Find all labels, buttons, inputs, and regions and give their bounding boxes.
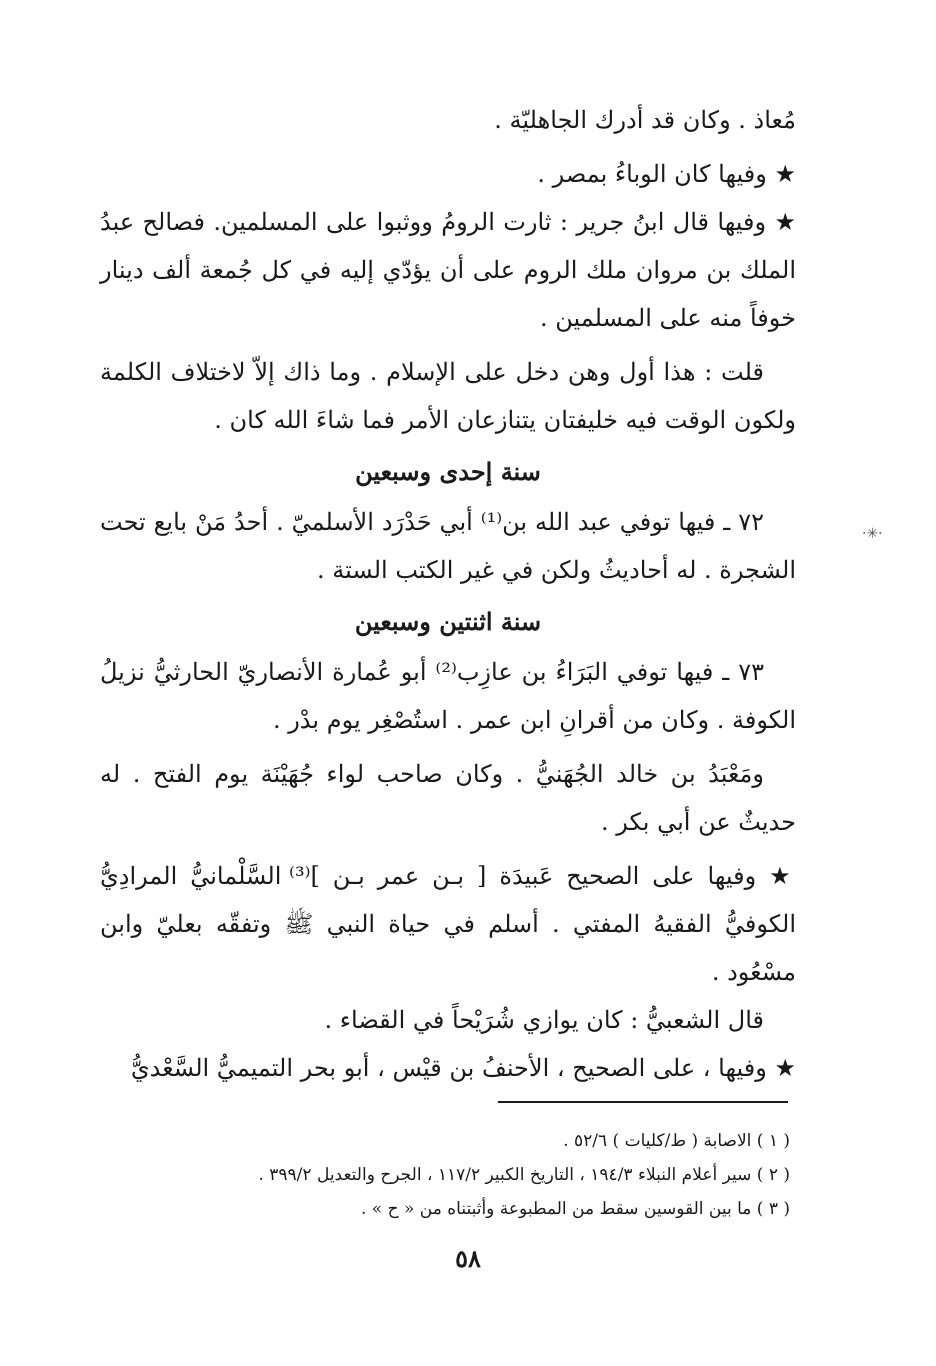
- footnote-1: ( ١ ) الاصابة ( ط/كليات ) ٥٢/٦ .: [563, 1131, 790, 1151]
- page-body: [100, 96, 796, 1092]
- footnote-divider: [498, 1101, 788, 1103]
- paragraph-9: قال الشعبيُّ : كان يوازي شُرَيْحاً في القضاء .: [324, 1006, 764, 1034]
- paragraph-10: ★ وفيها ، على الصحيح ، الأحنفُ بن قيْس ، أبو بحر التميميُّ السَّعْديُّ: [130, 1054, 796, 1082]
- section-heading-72: سنة اثنتين وسبعين: [354, 607, 542, 636]
- paragraph-1: مُعاذ . وكان قد أدرك الجاهليّة .: [494, 106, 796, 134]
- paragraph-4: قلت : هذا أول وهن دخل على الإسلام . وما ذاك إلاّ لاختلاف الكلمة ولكون الوقت فيه خليفتان يتنازعان الأمر فما شاءَ الله كان .: [100, 358, 796, 434]
- paragraph-5: ٧٢ ـ فيها توفي عبد الله بن⁽¹⁾ أبي حَدْرَد الأسلميّ . أحدُ مَنْ بايع تحت الشجرة . له أحاديثُ ولكن في غير الكتب الستة .: [100, 508, 796, 584]
- footnote-2: ( ٢ ) سير أعلام النبلاء ١٩٤/٣ ، التاريخ الكبير ١١٧/٢ ، الجرح والتعديل ٣٩٩/٢ .: [258, 1165, 790, 1185]
- section-heading-71: سنة إحدى وسبعين: [355, 457, 541, 486]
- paragraph-6: ٧٣ ـ فيها توفي البَرَاءُ بن عازِب⁽²⁾ أبو عُمارة الأنصاريّ الحارثيُّ نزيلُ الكوفة . وكان من أقرانِ ابن عمر . استُصْغِر يوم بدْر .: [100, 658, 796, 734]
- paragraph-8: ★ وفيها على الصحيح عَبيدَة [ بـن عمر بـن ]⁽³⁾ السَّلْمانيُّ المرادِيُّ الكوفيُّ الفقيهُ المفتي . أسلم في حياة النبي ﷺ وتفقّه بعليّ وابن مسْعُود .: [100, 862, 796, 986]
- footnote-3: ( ٣ ) ما بين القوسين سقط من المطبوعة وأثبتناه من « ح » .: [361, 1199, 790, 1219]
- page-number: ٥٨: [455, 1244, 481, 1273]
- paragraph-3: ★ وفيها قال ابنُ جرير : ثارت الرومُ ووثبوا على المسلمين. فصالح عبدُ الملك بن مروان ملك الروم على أن يؤدّي إليه في كل جُمعة ألف دينار خوفاً منه على المسلمين .: [100, 208, 796, 332]
- paragraph-7: ومَعْبَدُ بن خالد الجُهَنيُّ . وكان صاحب لواء جُهَيْنَة يوم الفتح . له حديثٌ عن أبي بكر .: [100, 760, 796, 836]
- footnotes: [100, 1124, 790, 1226]
- paragraph-2: ★ وفيها كان الوباءُ بمصر .: [537, 160, 796, 188]
- margin-mark: ·✳·: [862, 526, 883, 542]
